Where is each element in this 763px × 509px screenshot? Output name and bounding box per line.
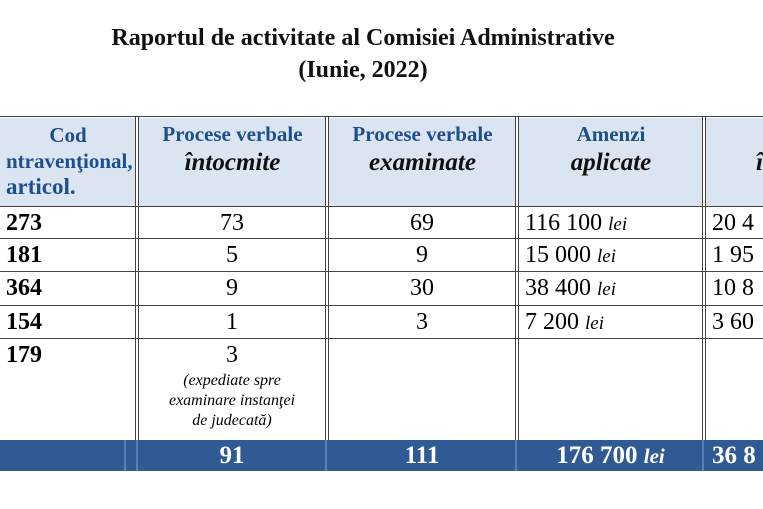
row3-partial: 10 8 (712, 275, 754, 301)
row1-amount: 116 100 lei (525, 210, 628, 236)
row1-code: 273 (6, 210, 42, 236)
row4-examinate: 3 (416, 309, 428, 335)
header-pv-examinate (329, 118, 516, 206)
row3-examinate: 30 (410, 275, 434, 301)
header-pv-examinate-top: Procese verbale (352, 122, 493, 146)
row5-code: 179 (6, 342, 42, 368)
header-pv-intocmite-bottom: întocmite (184, 149, 281, 176)
header-amenzi-bottom: aplicate (570, 149, 652, 176)
row1-examinate: 69 (410, 210, 434, 236)
row3-code: 364 (6, 275, 42, 301)
row1-intocmite: 73 (220, 210, 244, 236)
row2-partial: 1 95 (712, 242, 754, 268)
row4-code: 154 (6, 309, 42, 335)
row3-amount: 38 400 lei (525, 275, 616, 301)
row5-intocmite-cell (139, 339, 325, 431)
report-title: Raportul de activitate al Comisiei Administrative (111, 25, 615, 51)
total-intocmite: 91 (219, 442, 245, 469)
row2-amount: 15 000 lei (525, 242, 616, 268)
row5-intocmite: 3 (226, 342, 238, 368)
row2-examinate: 9 (416, 242, 428, 268)
row2-code: 181 (6, 242, 42, 268)
row5-note-line2: examinare instanţei (168, 392, 296, 409)
row1-partial: 20 4 (712, 210, 754, 236)
row5-note-line3: de judecată) (192, 412, 272, 429)
header-pv-intocmite (139, 118, 326, 206)
header-pv-examinate-bottom: examinate (369, 149, 476, 176)
row3-intocmite: 9 (226, 275, 238, 301)
row2-intocmite: 5 (226, 242, 238, 268)
header-code-line1: Cod (49, 123, 87, 147)
row4-partial: 3 60 (712, 309, 754, 335)
row4-amount: 7 200 lei (525, 309, 604, 335)
header-partial-bottom: î (756, 149, 763, 176)
row5-note-line1: (expediate spre (183, 372, 281, 389)
header-code-line2: ntravenţional, (6, 149, 133, 173)
header-amenzi (519, 118, 703, 206)
header-partial (706, 118, 763, 206)
total-partial: 36 8 (712, 442, 756, 469)
total-examinate: 111 (404, 442, 440, 469)
header-code-line3: articol. (6, 174, 76, 199)
header-amenzi-top: Amenzi (576, 122, 646, 146)
header-pv-intocmite-top: Procese verbale (162, 122, 303, 146)
report-period: (Iunie, 2022) (298, 57, 428, 83)
total-amount: 176 700 lei (556, 442, 665, 469)
header-code (0, 118, 136, 206)
row4-intocmite: 1 (226, 309, 238, 335)
